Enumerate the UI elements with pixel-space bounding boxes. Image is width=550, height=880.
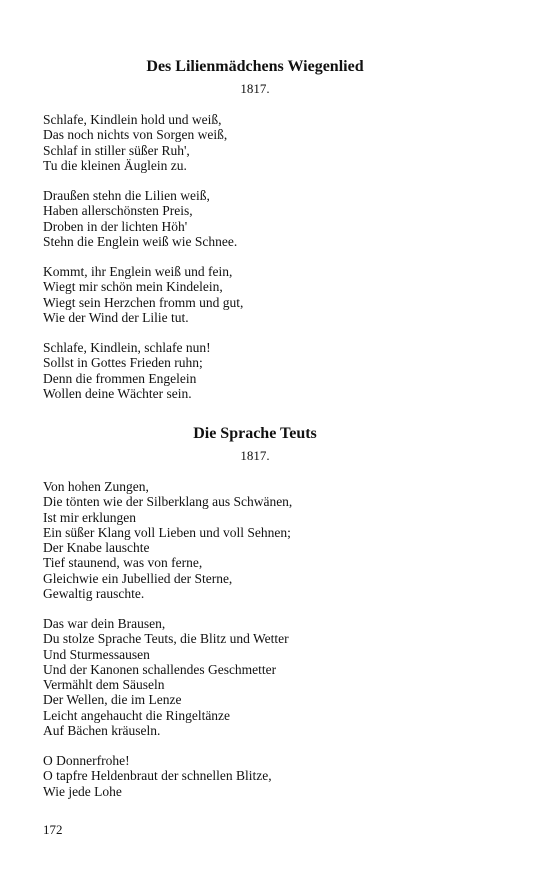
verse-line: Stehn die Englein weiß wie Schnee. — [43, 233, 238, 249]
stanza — [43, 616, 289, 738]
stanza — [43, 112, 227, 173]
verse-line: O tapfre Heldenbraut der schnellen Blitze, — [43, 768, 272, 784]
verse-line: Ist mir erklungen — [43, 509, 136, 525]
verse-line: Wiegt sein Herzchen fromm und gut, — [43, 294, 244, 310]
verse-line: Auf Bächen kräuseln. — [43, 723, 161, 739]
verse-line: Du stolze Sprache Teuts, die Blitz und Wetter — [43, 631, 289, 647]
verse-line: Der Knabe lauschte — [43, 540, 150, 556]
verse-line: Wiegt mir schön mein Kindelein, — [43, 279, 223, 295]
verse-line: Wollen deine Wächter sein. — [43, 385, 192, 401]
verse-line: Ein süßer Klang voll Lieben und voll Sehnen; — [43, 524, 291, 540]
verse-line: Sollst in Gottes Frieden ruhn; — [43, 355, 203, 371]
stanza — [43, 340, 211, 401]
verse-line: Haben allerschönsten Preis, — [43, 203, 193, 219]
verse-line: Gleichwie ein Jubellied der Sterne, — [43, 570, 233, 586]
verse-line: Und der Kanonen schallendes Geschmetter — [43, 661, 277, 677]
verse-line: Schlaf in stiller süßer Ruh', — [43, 142, 190, 158]
poem-title: Des Lilienmädchens Wiegenlied — [146, 58, 364, 75]
verse-line: O Donnerfrohe! — [43, 753, 130, 768]
verse-line: Draußen stehn die Lilien weiß, — [43, 188, 210, 203]
verse-line: Die tönten wie der Silberklang aus Schwänen, — [43, 494, 293, 510]
verse-line: Wie der Wind der Lilie tut. — [43, 309, 189, 325]
stanza — [43, 188, 237, 249]
stanza — [43, 264, 243, 325]
verse-line: Kommt, ihr Englein weiß und fein, — [43, 264, 233, 279]
stanza — [43, 479, 292, 601]
poem-year: 1817. — [240, 81, 270, 96]
verse-line: Gewaltig rauschte. — [43, 586, 145, 602]
verse-line: Leicht angehaucht die Ringeltänze — [43, 707, 231, 723]
poem-year: 1817. — [240, 448, 270, 463]
verse-line: Vermählt dem Säuseln — [43, 677, 165, 693]
poem-title: Die Sprache Teuts — [193, 425, 317, 442]
verse-line: Schlafe, Kindlein, schlafe nun! — [43, 340, 211, 355]
verse-line: Der Wellen, die im Lenze — [43, 692, 182, 708]
stanza — [43, 753, 272, 799]
verse-line: Wie jede Lohe — [43, 783, 122, 799]
page-number: 172 — [43, 822, 63, 837]
verse-line: Und Sturmessausen — [43, 646, 150, 662]
verse-line: Das war dein Brausen, — [43, 616, 166, 631]
verse-line: Tu die kleinen Äuglein zu. — [43, 157, 187, 173]
verse-line: Von hohen Zungen, — [43, 479, 149, 494]
verse-line: Droben in der lichten Höh' — [43, 218, 188, 234]
verse-line: Tief staunend, was von ferne, — [43, 555, 203, 571]
verse-line: Schlafe, Kindlein hold und weiß, — [43, 112, 222, 127]
verse-line: Denn die frommen Engelein — [43, 370, 197, 386]
verse-line: Das noch nichts von Sorgen weiß, — [43, 127, 228, 143]
